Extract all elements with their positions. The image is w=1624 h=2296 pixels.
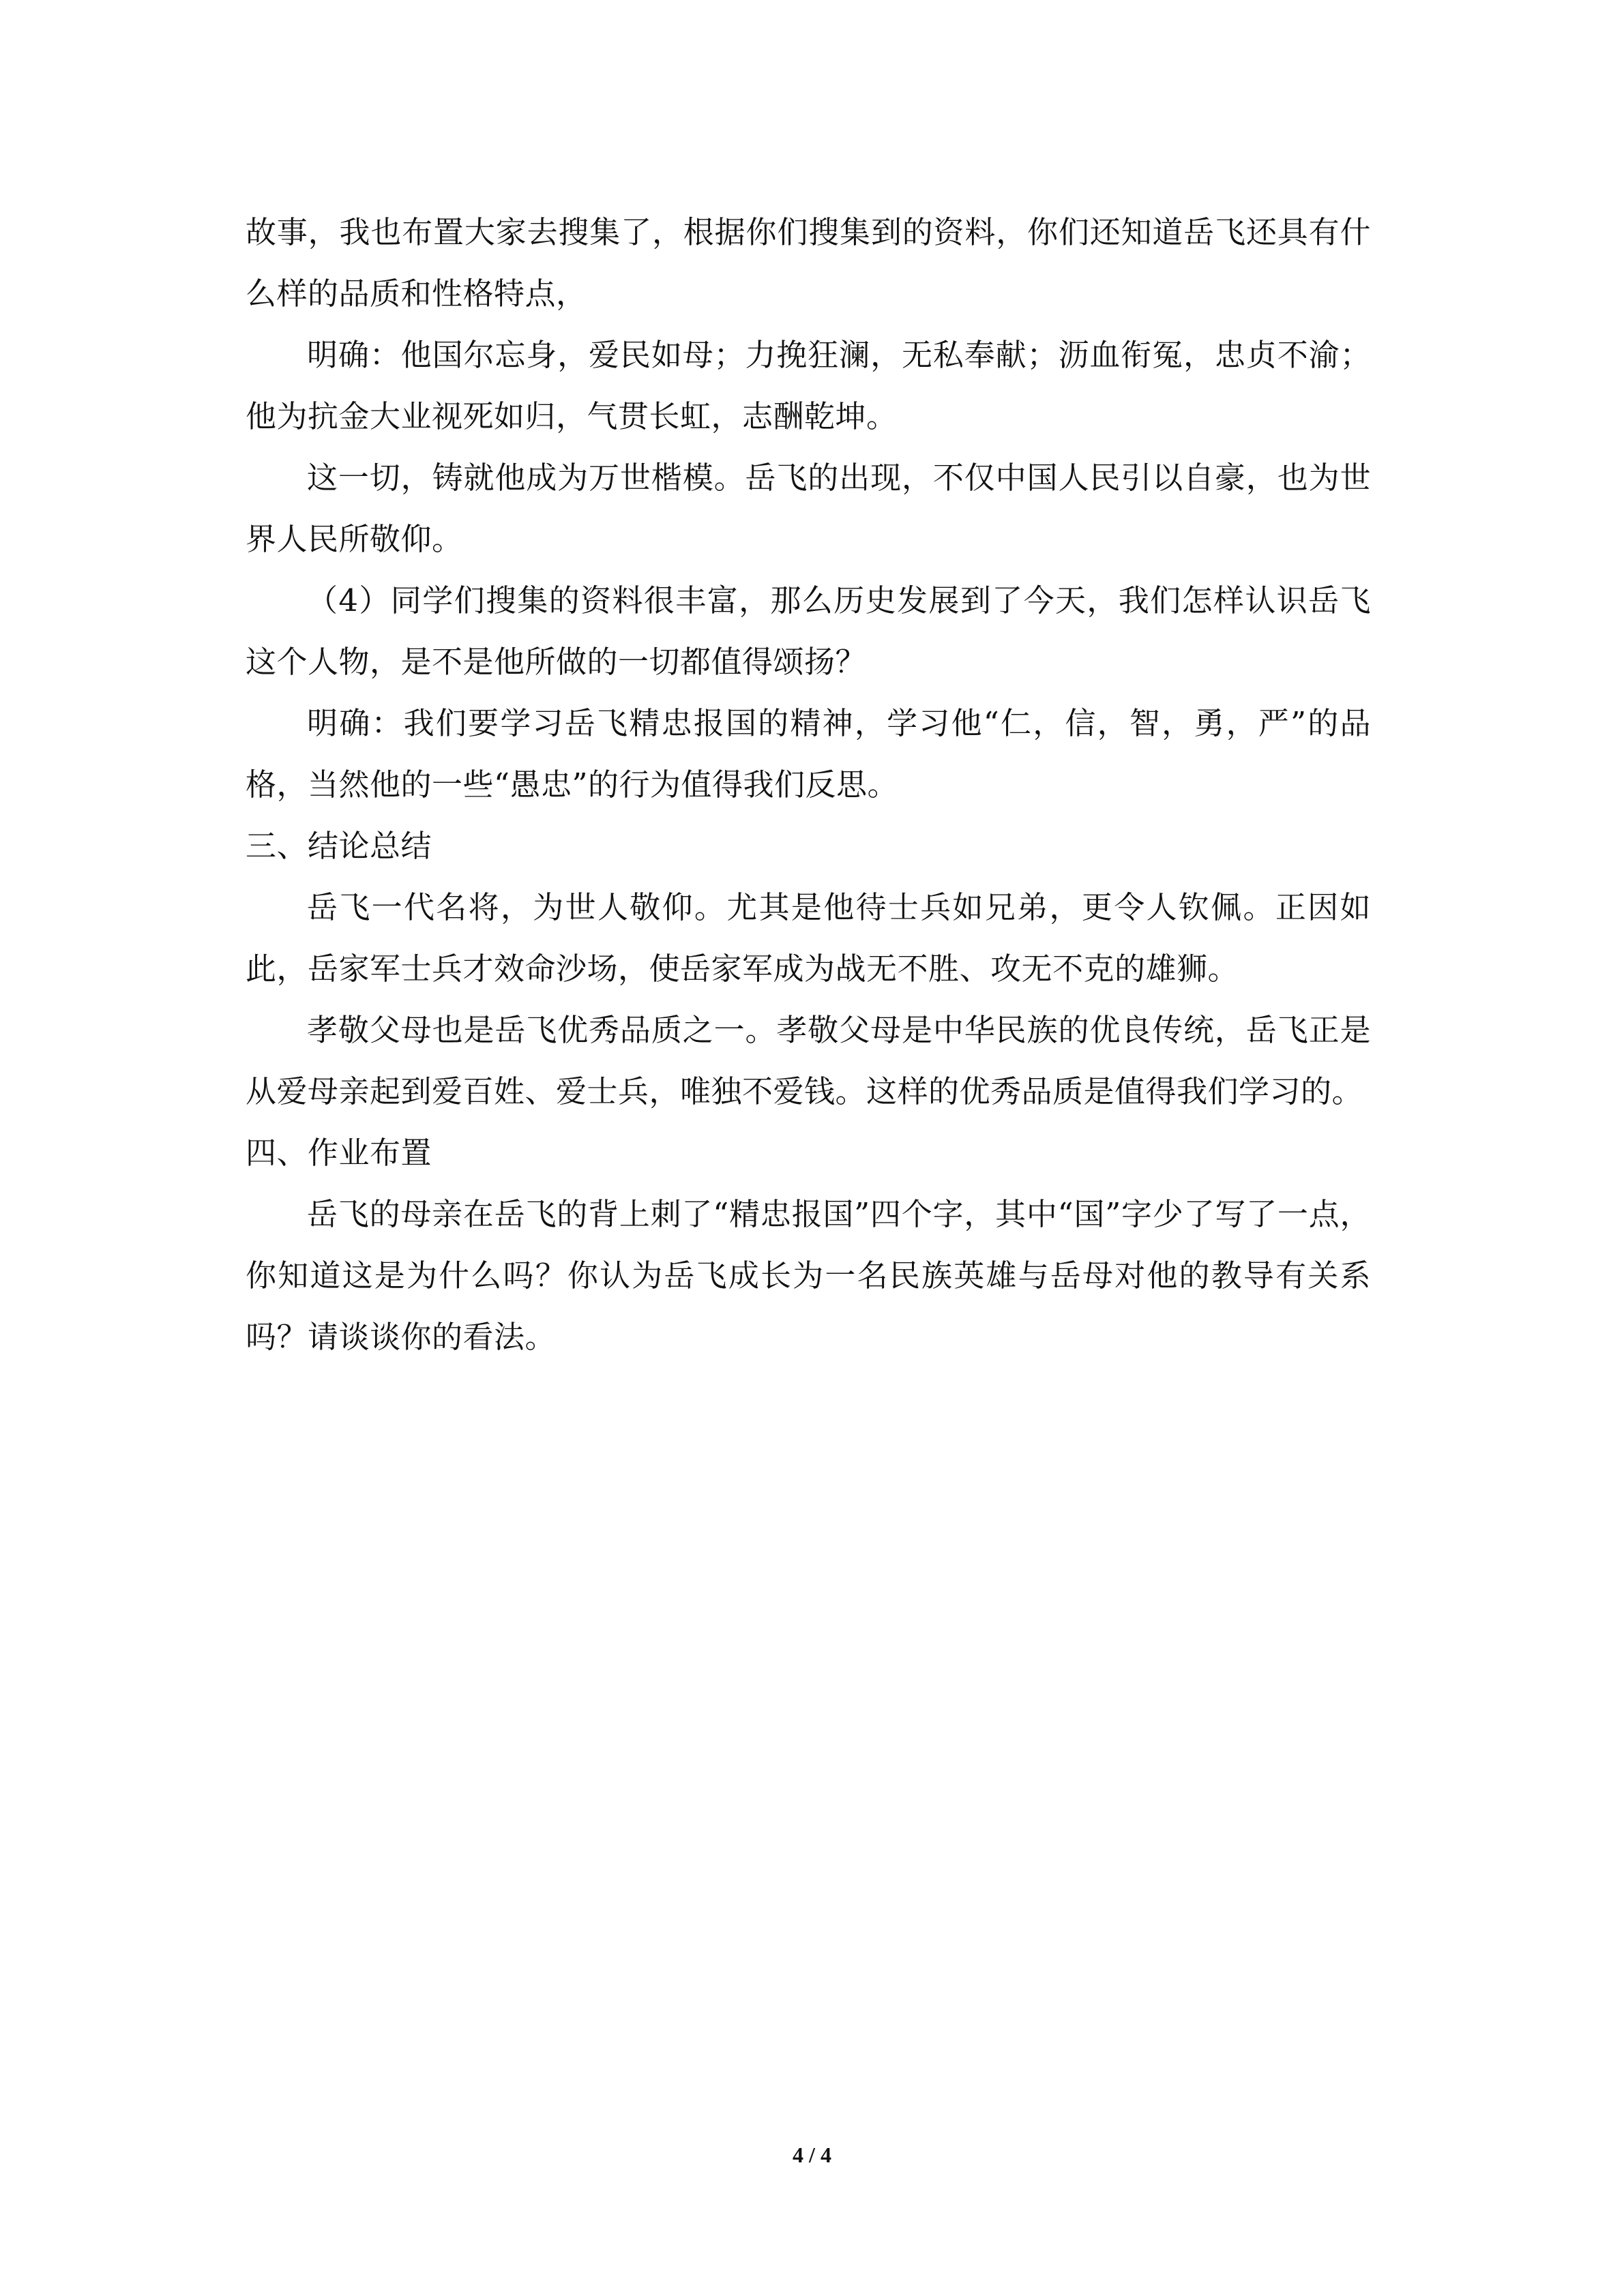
paragraph-role-model: 这一切，铸就他成为万世楷模。岳飞的出现，不仅中国人民引以自豪，也为世界人民所敬仰。 — [246, 460, 1371, 557]
paragraph-conclusion-filial: 孝敬父母也是岳飞优秀品质之一。孝敬父母是中华民族的优良传统，岳飞正是从爱母亲起到爱百姓、爱士兵，唯独不爱钱。这样的优秀品质是值得我们学习的。 — [246, 1012, 1371, 1109]
paragraph-answer-qualities: 明确：他国尔忘身，爱民如母；力挽狂澜，无私奉献；沥血衔冤，忠贞不渝；他为抗金大业视死如归，气贯长虹，志酬乾坤。 — [246, 337, 1371, 434]
page-number: 4 / 4 — [793, 2143, 831, 2167]
section-heading-homework: 四、作业布置 — [246, 1135, 432, 1171]
paragraph-homework: 岳飞的母亲在岳飞的背上刺了“精忠报国”四个字，其中“国”字少了写了一点，你知道这是为什么吗？你认为岳飞成长为一名民族英雄与岳母对他的教导有关系吗？请谈谈你的看法。 — [246, 1196, 1371, 1355]
document-body — [246, 202, 1371, 1368]
paragraph-continuation: 故事，我也布置大家去搜集了，根据你们搜集到的资料，你们还知道岳飞还具有什么样的品质和性格特点， — [246, 214, 1371, 312]
paragraph-answer-learn: 明确：我们要学习岳飞精忠报国的精神，学习他“仁，信，智，勇，严”的品格，当然他的一些“愚忠”的行为值得我们反思。 — [246, 705, 1371, 803]
paragraph-question-4: （4）同学们搜集的资料很丰富，那么历史发展到了今天，我们怎样认识岳飞这个人物，是不是他所做的一切都值得颂扬？ — [246, 582, 1371, 680]
paragraph-conclusion-general: 岳飞一代名将，为世人敬仰。尤其是他待士兵如兄弟，更令人钦佩。正因如此，岳家军士兵才效命沙场，使岳家军成为战无不胜、攻无不克的雄狮。 — [246, 889, 1371, 987]
section-heading-conclusion: 三、结论总结 — [246, 828, 432, 864]
